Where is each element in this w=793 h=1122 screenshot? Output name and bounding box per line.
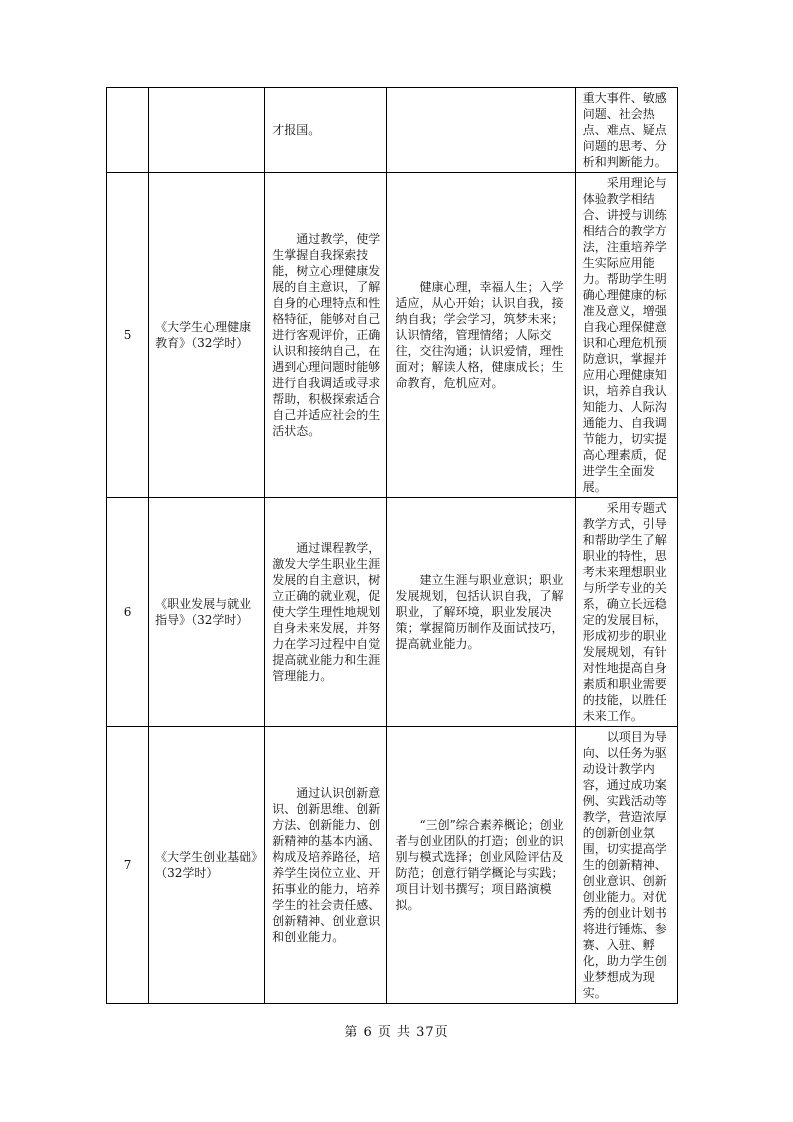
course-content-cell <box>387 88 575 173</box>
course-goal-cell: 通过教学，使学生掌握自我探索技能，树立心理健康发展的自主意识，了解自身的心理特点和性格特征，能够对自己进行客观评价，正确认识和接纳自己，在遇到心理问题时能够进行自我调适或寻求帮助，积极探索适合自己并适应社会的生活状态。 <box>265 173 387 498</box>
course-content-cell: “三创”综合素养概论；创业者与创业团队的打造；创业的识别与模式选择；创业风险评估及防范；创意行销学概论与实践；项目计划书撰写；项目路演模拟。 <box>387 727 575 1004</box>
teaching-method-cell: 重大事件、敏感问题、社会热点、难点、疑点问题的思考、分析和判断能力。 <box>575 88 677 173</box>
row-num-cell: 7 <box>107 727 149 1004</box>
table-row <box>107 727 678 1004</box>
course-goal-cell: 才报国。 <box>265 88 387 173</box>
course-name-cell <box>149 88 265 173</box>
teaching-method-cell: 采用专题式教学方式，引导和帮助学生了解职业的特性，思考未来理想职业与所学专业的关系，确立长远稳定的发展目标，形成初步的职业发展规划，有针对性地提高自身素质和职业需要的技能，以胜任未来工作。 <box>575 498 677 727</box>
course-name-cell: 《大学生创业基础》（32学时） <box>149 727 265 1004</box>
course-name-cell: 《大学生心理健康教育》（32学时） <box>149 173 265 498</box>
table-row <box>107 173 678 498</box>
table-row <box>107 88 678 173</box>
course-goal-cell: 通过认识创新意识、创新思维、创新方法、创新能力、创新精神的基本内涵、构成及培养路径，培养学生岗位立业、开拓事业的能力，培养学生的社会责任感、创新精神、创业意识和创业能力。 <box>265 727 387 1004</box>
page-number-footer: 第 6 页 共 37页 <box>344 1025 449 1040</box>
course-content-cell: 建立生涯与职业意识；职业发展规划，包括认识自我，了解职业，了解环境，职业发展决策；掌握简历制作及面试技巧，提高就业能力。 <box>387 498 575 727</box>
teaching-method-cell: 采用理论与体验教学相结合、讲授与训练相结合的教学方法，注重培养学生实际应用能力。帮助学生明确心理健康的标准及意义，增强自我心理保健意识和心理危机预防意识，掌握并应用心理健康知识，培养自我认知能力、人际沟通能力、自我调节能力，切实提高心理素质，促进学生全面发展。 <box>575 173 677 498</box>
course-goal-cell: 通过课程教学，激发大学生职业生涯发展的自主意识，树立正确的就业观，促使大学生理性地规划自身未来发展，并努力在学习过程中自觉提高就业能力和生涯管理能力。 <box>265 498 387 727</box>
table-row <box>107 498 678 727</box>
row-num-cell: 5 <box>107 173 149 498</box>
course-content-cell: 健康心理，幸福人生；入学适应，从心开始；认识自我，接纳自我；学会学习，筑梦未来；认识情绪，管理情绪；人际交往，交往沟通；认识爱情，理性面对；解读人格，健康成长；生命教育，危机应对。 <box>387 173 575 498</box>
row-num-cell <box>107 88 149 173</box>
course-name-cell: 《职业发展与就业指导》（32学时） <box>149 498 265 727</box>
course-table <box>106 87 678 1004</box>
row-num-cell: 6 <box>107 498 149 727</box>
teaching-method-cell: 以项目为导向、以任务为驱动设计教学内容，通过成功案例、实践活动等教学，营造浓厚的创新创业氛围，切实提高学生的创新精神、创业意识、创新创业能力。对优秀的创业计划书将进行锤炼、参赛、入驻、孵化，助力学生创业梦想成为现实。 <box>575 727 677 1004</box>
